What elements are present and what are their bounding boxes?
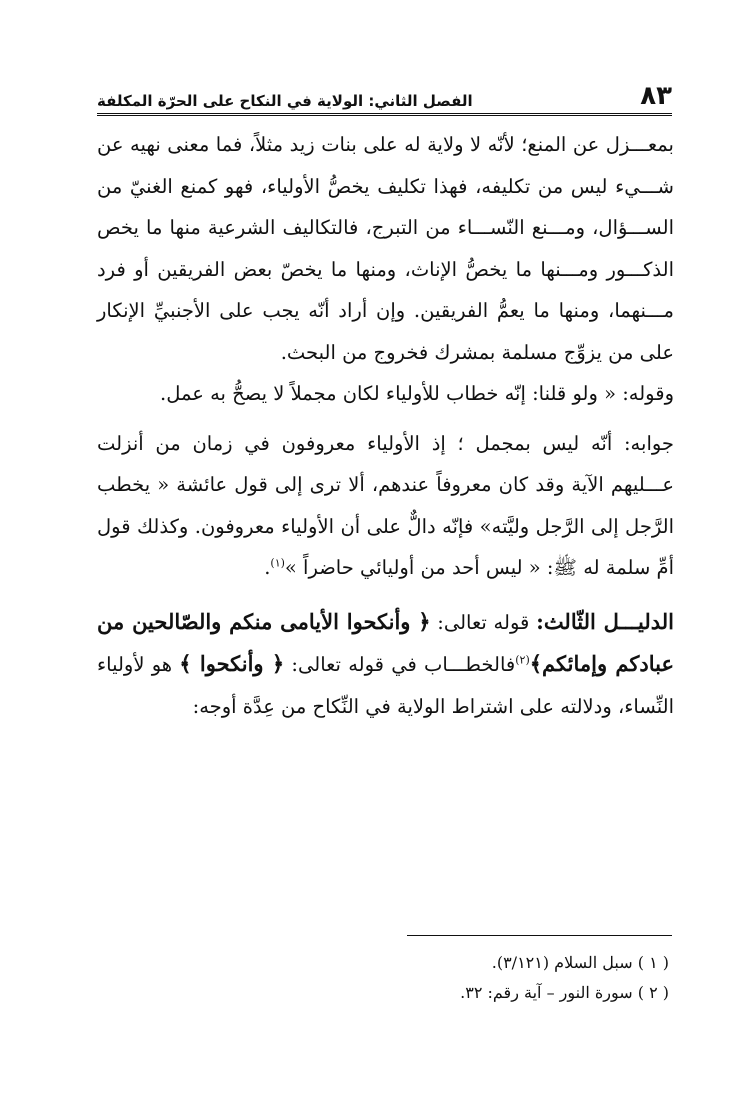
evidence-heading: الدليـــل الثّالث: bbox=[536, 608, 674, 634]
quran-verse-short: ﴿ وأنكحوا ﴾ bbox=[179, 651, 285, 676]
footnotes bbox=[97, 948, 669, 1008]
paragraph-1: بمعـــزل عن المنع؛ لأنّه لا ولاية له على بنات زيد مثلاً، فما معنى نهيه عن شـــيء ليس من تكليفه، فهذا تكليف يخصُّ الأولياء، فهو كمنع الغنيّ من الســـؤال، ومـــنع النّســـاء من التبرج، فالتكاليف الشرعية منها ما يخص الذكـــور ومـــنها ما يخصُّ الإناث، ومنها ما يخصّ بعض الفريقين أو فرد مـــنهما، ومنها ما يعمُّ الفريقين. وإن أراد أنّه يجب على الأجنبيِّ الإنكار على من يزوِّج مسلمة بمشرك فخروج من البحث. bbox=[97, 133, 674, 364]
paragraph-4 bbox=[97, 601, 674, 728]
paragraph-3 bbox=[97, 423, 674, 589]
paragraph-3-text: جوابه: أنّه ليس بمجمل ؛ إذ الأولياء معروفون في زمان من أنزلت عـــليهم الآية وقد كان معروفاً عندهم، ألا ترى إلى قول عائشة « يخطب الرَّجل إلى الرَّجل وليَّته» فإنّه دالٌّ على أن الأولياء معروفون. وكذلك قول أمِّ سلمة له ﷺ: « ليس أحد من أوليائي حاضراً » bbox=[97, 431, 674, 579]
chapter-title: الفصل الثاني: الولاية في النكاح على الحرّة المكلفة bbox=[97, 92, 473, 110]
paragraph-4-rest: فالخطـــاب في قوله تعالى: bbox=[284, 653, 516, 676]
paragraph-2: وقوله: « ولو قلنا: إنّه خطاب للأولياء لكان مجملاً لا يصحُّ به عمل. bbox=[160, 382, 674, 405]
footnote-divider bbox=[407, 935, 672, 936]
footnote-2: ( ٢ ) سورة النور – آية رقم: ٣٢. bbox=[460, 983, 669, 1002]
page-number: ٨٣ bbox=[640, 81, 672, 111]
paragraph-4-intro: قوله تعالى: bbox=[430, 610, 537, 634]
footnote-1: ( ١ ) سبل السلام (٣/١٢١). bbox=[491, 953, 669, 972]
paragraph-3-end: . bbox=[264, 556, 271, 579]
body-text bbox=[97, 124, 674, 727]
footnote-ref-1: (١) bbox=[270, 556, 285, 570]
quran-verse: ﴿ وأنكحوا الأيامى منكم والصّالحين من عبادكم وإمائكم﴾ bbox=[97, 608, 675, 676]
page-header bbox=[97, 80, 672, 116]
footnote-ref-2: (٢) bbox=[515, 653, 530, 667]
paragraph-4-tail: هو لأولياء النِّساء، ودلالته على اشتراط الولاية في النِّكاح من عِدَّة أوجه: bbox=[97, 653, 674, 718]
